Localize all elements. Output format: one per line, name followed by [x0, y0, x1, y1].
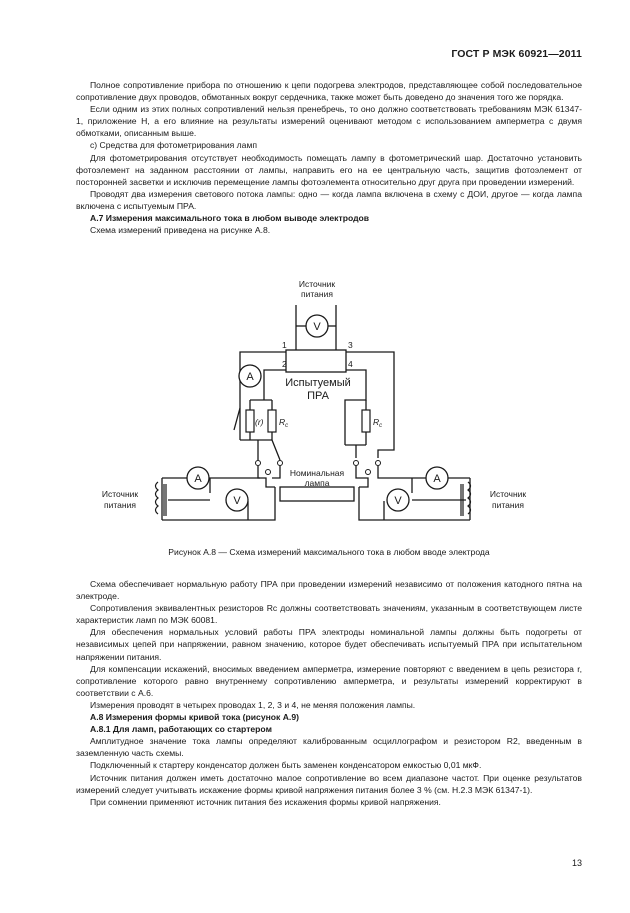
paragraph: Схема обеспечивает нормальную работу ПРА при проведении измерений независимо от положения катодного пятна на электроде.	[76, 579, 582, 602]
paragraph: Для обеспечения нормальных условий работы ПРА электроды номинальной лампы должны быть подогреты от независимых цепей при напряжении, равном значению, которое будет обеспечивать испытуемый ПРА при испытательном напряжении питания.	[76, 627, 582, 662]
paragraph: Полное сопротивление прибора по отношению к цепи подогрева электродов, представляющее собой последовательное сопротивление двух проводов, обмотанных вокруг сердечника, также может быть доведено до значения того же порядка.	[76, 80, 582, 103]
left-supply-label: Источник	[101, 489, 139, 499]
meter-label: A	[246, 371, 254, 383]
device-label-2: ПРА	[307, 390, 329, 402]
document-header: ГОСТ Р МЭК 60921—2011	[451, 48, 582, 60]
meter-label: A	[194, 473, 202, 485]
lamp-label: Номинальная	[289, 468, 345, 478]
resistor-rc-right	[362, 410, 370, 432]
resistor-rc-label: $R_c$	[373, 417, 383, 429]
page-number: 13	[571, 858, 582, 868]
resistor-rc-label: $R_c$	[279, 417, 289, 429]
paragraph: Для компенсации искажений, вносимых введением амперметра, измерение повторяют с введением в цепь резистора r, сопротивление которого равно внутреннему сопротивлению амперметра, и результаты измерений корректируют в соответствии с А.6.	[76, 663, 582, 698]
right-supply-label-2: питания	[492, 500, 524, 510]
paragraph: Если одним из этих полных сопротивлений нельзя пренебречь, то оно должно соответствовать требованиям МЭК 61347-1, приложение Н, а его влияние на результаты измерений оценивают методом с использованием амперметра с двумя обмотками, описанным выше.	[76, 104, 582, 139]
terminal-label-1: 1	[282, 340, 287, 350]
paragraph: При сомнении применяют источник питания без искажения формы кривой напряжения.	[90, 796, 441, 807]
terminal-label-2: 2	[282, 359, 287, 369]
meter-label: V	[233, 495, 241, 507]
terminal-label-3: 3	[348, 340, 353, 350]
meter-label: V	[313, 321, 321, 333]
top-supply-label-2: питания	[301, 289, 333, 299]
paragraph: Для фотометрирования отсутствует необходимость помещать лампу в фотометрический шар. Достаточно установить фотоэлемент на заданном расстоянии от лампы, направить его на ее центральную часть, защитив фотоэлемент от посторонней засветки и исключив перемещение лампы фотоэлемента относительно друг друга при проведении измерений.	[76, 152, 582, 187]
top-supply-label: Источник	[298, 279, 336, 289]
lamp-label-2: лампа	[304, 478, 330, 488]
left-supply-label-2: питания	[104, 500, 136, 510]
paragraph: Проводят два измерения светового потока лампы: одно — когда лампа включена в схему с ДОИ, другое — когда лампа включена с испытуемым ПРА.	[76, 188, 582, 211]
paragraph: Подключенный к стартеру конденсатор должен быть заменен конденсатором емкостью 0,01 мкФ.	[90, 760, 482, 771]
meter-label: V	[394, 495, 402, 507]
paragraph: Источник питания должен иметь достаточно малое сопротивление во всем диапазоне частот. При оценке результатов измерений следует учитывать искажение формы кривой напряжения питания более 3 % (см. Н.2.3 МЭК 61347-1).	[76, 772, 582, 795]
section-heading-a8: А.8 Измерения формы кривой тока (рисунок А.9)	[90, 712, 299, 723]
resistor-rc-left	[268, 410, 276, 432]
paragraph: Измерения проводят в четырех проводах 1, 2, 3 и 4, не меняя положения лампы.	[90, 699, 416, 710]
device-label: Испытуемый	[285, 377, 351, 389]
paragraph: Амплитудное значение тока лампы определяют калиброванным осциллографом и резистором R2, введенным в заземленную часть схемы.	[76, 736, 582, 759]
meter-label: A	[433, 473, 441, 485]
resistor-r-label: (r)	[255, 417, 264, 427]
right-supply-label: Источник	[489, 489, 527, 499]
paragraph: c) Средства для фотометрирования ламп	[90, 140, 258, 151]
paragraph: Схема измерений приведена на рисунке А.8.	[90, 225, 271, 236]
terminal-label-4: 4	[348, 359, 353, 369]
figure-caption: Рисунок А.8 — Схема измерений максимального тока в любом вводе электрода	[168, 547, 490, 557]
paragraph: Сопротивления эквивалентных резисторов Rc должны соответствовать значениям, указанным в соответствующем листе характеристик ламп по МЭК 60081.	[76, 603, 582, 626]
subsection-heading-a81: А.8.1 Для ламп, работающих со стартером	[90, 724, 272, 735]
section-heading-a7: А.7 Измерения максимального тока в любом выводе электродов	[90, 213, 370, 224]
resistor-r	[246, 410, 254, 432]
bottom-text-block	[76, 578, 582, 808]
